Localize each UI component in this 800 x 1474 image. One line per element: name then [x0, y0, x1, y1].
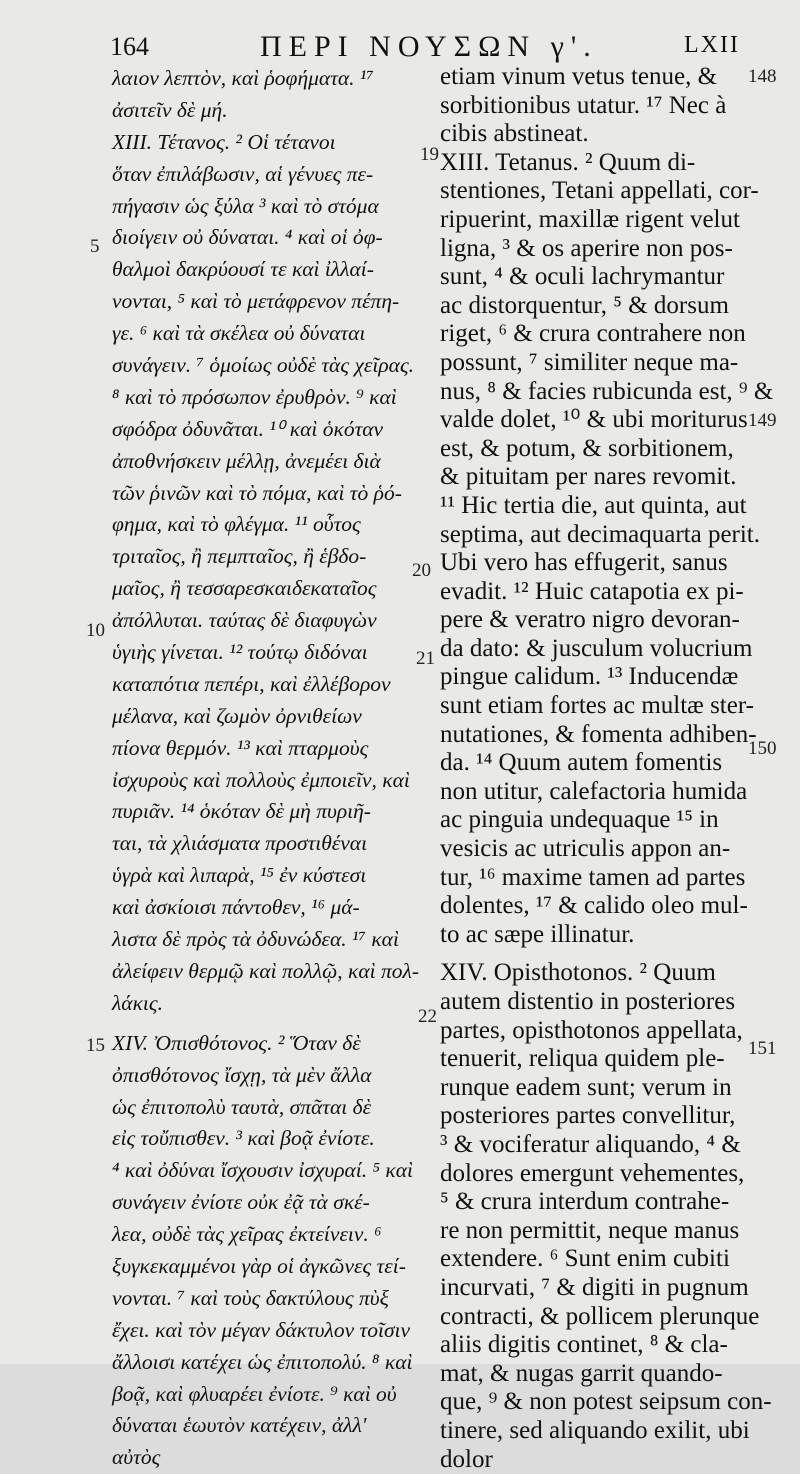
latin-text-line: etiam vinum vetus tenue, & [440, 63, 746, 92]
latin-text-line: da. ¹⁴ Quum autem fomentis [440, 749, 746, 778]
greek-text-line: ⁴ καὶ ὀδύναι ἴσχουσιν ἰσχυραί. ⁵ καὶ [112, 1155, 422, 1187]
margin-line-number: 5 [90, 236, 100, 258]
latin-paragraph [440, 959, 746, 1474]
margin-folio: 151 [748, 1038, 777, 1060]
latin-text-line: re non permittit, neque manus [440, 1217, 746, 1246]
greek-text-line: ὅταν ἐπιλάβωσιν, αἱ γένυες πε- [112, 159, 422, 191]
greek-text-line: καταπότια πεπέρι, καὶ ἐλλέβορον [112, 669, 422, 701]
running-title: ΠΕΡΙ ΝΟΥΣΩΝ γ'. [260, 30, 598, 64]
greek-text-line: νονται, ⁵ καὶ τὸ μετάφρενον πέπη- [112, 286, 422, 318]
latin-text-line: posteriores partes convellitur, [440, 1102, 746, 1131]
latin-text-line: valde dolet, ¹⁰ & ubi moriturus [440, 406, 746, 435]
greek-text-line: ἔχει. καὶ τὸν μέγαν δάκτυλον τοῖσιν [112, 1315, 422, 1347]
latin-text-line: que, ⁹ & non potest seipsum con- [440, 1388, 746, 1417]
greek-text-line: βοᾷ, καὶ φλυαρέει ἐνίοτε. ⁹ καὶ οὐ [112, 1379, 422, 1411]
latin-text-line: runque eadem sunt; verum in [440, 1074, 746, 1103]
margin-reference: 20 [412, 560, 431, 582]
greek-text-line: καὶ ἀσκίοισι πάντοθεν, ¹⁶ μά- [112, 892, 422, 924]
greek-text-line: ὀπισθότονος ἴσχῃ, τὰ μὲν ἄλλα [112, 1060, 422, 1092]
greek-text-line: ὑγιὴς γίνεται. ¹² τούτῳ διδόναι [112, 637, 422, 669]
greek-text-line: ὡς ἐπιτοπολὺ ταυτὰ, σπᾶται δὲ [112, 1092, 422, 1124]
greek-text-line: φημα, καὶ τὸ φλέγμα. ¹¹ οὗτος [112, 509, 422, 541]
latin-text-line: incurvati, ⁷ & digiti in pugnum [440, 1274, 746, 1303]
greek-text-line: ται, τὰ χλιάσματα προστιθέναι [112, 828, 422, 860]
latin-text-line: non utitur, calefactoria humida [440, 778, 746, 807]
latin-text-line: sorbitionibus utatur. ¹⁷ Nec à [440, 92, 746, 121]
greek-text-line: ἀλείφειν θερμῷ καὶ πολλῷ, καὶ πολ- [112, 956, 422, 988]
greek-text-line: δύναται ἑωυτὸν κατέχειν, ἀλλ' [112, 1410, 422, 1442]
greek-text-line: λαιον λεπτὸν, καὶ ῥοφήματα. ¹⁷ [112, 63, 422, 95]
latin-text-line: pingue calidum. ¹³ Inducendæ [440, 663, 746, 692]
latin-text-line: contracti, & pollicem plerunque [440, 1303, 746, 1332]
greek-text-line: λάκις. [112, 988, 422, 1020]
margin-reference: 22 [418, 1006, 437, 1028]
greek-text-line: ἄλλοισι κατέχει ὡς ἐπιτοπολύ. ⁸ καὶ [112, 1347, 422, 1379]
latin-text-line: ripuerint, maxillæ rigent velut [440, 206, 746, 235]
latin-text-line: & pituitam per nares revomit. [440, 463, 746, 492]
greek-text-line: πίονα θερμόν. ¹³ καὶ πταρμοὺς [112, 733, 422, 765]
latin-paragraph [440, 63, 746, 149]
greek-column [112, 63, 422, 1474]
latin-text-line: septima, aut decimaquarta perit. [440, 521, 746, 550]
greek-text-line: συνάγειν. ⁷ ὁμοίως οὐδὲ τὰς χεῖρας. [112, 350, 422, 382]
greek-text-line: νονται. ⁷ καὶ τοὺς δακτύλους πὺξ [112, 1283, 422, 1315]
latin-text-line: stentiones, Tetani appellati, cor- [440, 177, 746, 206]
latin-text-line: extendere. ⁶ Sunt enim cubiti [440, 1245, 746, 1274]
latin-text-line: partes, opisthotonos appellata, [440, 1017, 746, 1046]
latin-text-line: XIII. Tetanus. ² Quum di- [440, 149, 746, 178]
greek-text-line: γε. ⁶ καὶ τὰ σκέλεα οὐ δύναται [112, 318, 422, 350]
latin-text-line: nutationes, & fomenta adhiben- [440, 721, 746, 750]
greek-text-line: εἰς τοὔπισθεν. ³ καὶ βοᾷ ἐνίοτε. [112, 1123, 422, 1155]
latin-text-line: tinere, sed aliquando exilit, ubi [440, 1417, 746, 1446]
latin-text-line: to ac sæpe illinatur. [440, 921, 746, 950]
latin-text-line: Ubi vero has effugerit, sanus [440, 549, 746, 578]
greek-text-line: λεα, οὐδὲ τὰς χεῖρας ἐκτείνειν. ⁶ [112, 1219, 422, 1251]
page-number: 164 [110, 32, 149, 62]
greek-text-line: θαλμοὶ δακρύουσί τε καὶ ἰλλαί- [112, 254, 422, 286]
latin-text-line: riget, ⁶ & crura contrahere non [440, 320, 746, 349]
greek-text-line: συνάγειν ἐνίοτε οὐκ ἐᾷ τὰ σκέ- [112, 1187, 422, 1219]
latin-text-line: pere & veratro nigro devoran- [440, 606, 746, 635]
greek-paragraph [112, 1028, 422, 1474]
margin-folio: 148 [748, 66, 777, 88]
greek-text-line: ἀπόλλυται. ταύτας δὲ διαφυγὼν [112, 605, 422, 637]
latin-text-line: tenuerit, reliqua quidem ple- [440, 1045, 746, 1074]
latin-text-line: sunt etiam fortes ac multæ ster- [440, 692, 746, 721]
latin-text-line: tur, ¹⁶ maxime tamen ad partes [440, 864, 746, 893]
latin-text-line: ⁵ & crura interdum contrahe- [440, 1188, 746, 1217]
greek-text-line: αὐτὸς [112, 1442, 422, 1474]
greek-text-line: XIII. Τέτανος. ² Οἱ τέτανοι [112, 127, 422, 159]
latin-paragraph [440, 149, 746, 950]
latin-text-line: evadit. ¹² Huic catapotia ex pi- [440, 578, 746, 607]
greek-paragraph [112, 63, 422, 127]
greek-text-line: πήγασιν ὡς ξύλα ³ καὶ τὸ στόμα [112, 191, 422, 223]
greek-text-line: λιστα δὲ πρὸς τὰ ὀδυνώδεα. ¹⁷ καὶ [112, 924, 422, 956]
margin-reference: 21 [416, 648, 435, 670]
latin-text-line: ligna, ³ & os aperire non pos- [440, 235, 746, 264]
margin-line-number: 15 [86, 1035, 105, 1057]
latin-text-line: XIV. Opisthotonos. ² Quum [440, 959, 746, 988]
greek-text-line: ἀποθνήσκειν μέλλῃ, ἀνεμέει διὰ [112, 446, 422, 478]
latin-text-line: dolor [440, 1446, 746, 1474]
latin-text-line: da dato: & jusculum volucrium [440, 635, 746, 664]
greek-text-line: πυριᾶν. ¹⁴ ὁκόταν δὲ μὴ πυριῆ- [112, 796, 422, 828]
margin-reference: 19 [420, 144, 439, 166]
latin-text-line: dolores emergunt vehementes, [440, 1160, 746, 1189]
latin-text-line: ac pinguia undequaque ¹⁵ in [440, 806, 746, 835]
greek-text-line: ἰσχυροὺς καὶ πολλοὺς ἐμποιεῖν, καὶ [112, 765, 422, 797]
folio-number: LXII [684, 32, 740, 59]
latin-text-line: vesicis ac utriculis appon an- [440, 835, 746, 864]
latin-text-line: sunt, ⁴ & oculi lachrymantur [440, 263, 746, 292]
latin-text-line: ³ & vociferatur aliquando, ⁴ & [440, 1131, 746, 1160]
greek-text-line: ὑγρὰ καὶ λιπαρὰ, ¹⁵ ἐν κύστεσι [112, 860, 422, 892]
latin-text-line: autem distentio in posteriores [440, 988, 746, 1017]
latin-text-line: mat, & nugas garrit quando- [440, 1360, 746, 1389]
latin-text-line: dolentes, ¹⁷ & calido oleo mul- [440, 892, 746, 921]
latin-column [440, 63, 746, 1474]
latin-text-line: cibis abstineat. [440, 120, 746, 149]
margin-line-number: 10 [86, 620, 105, 642]
latin-text-line: ¹¹ Hic tertia die, aut quinta, aut [440, 492, 746, 521]
latin-text-line: ac distorquentur, ⁵ & dorsum [440, 292, 746, 321]
greek-text-line: τῶν ῥινῶν καὶ τὸ πόμα, καὶ τὸ ῥό- [112, 478, 422, 510]
latin-text-line: possunt, ⁷ similiter neque ma- [440, 349, 746, 378]
latin-text-line: nus, ⁸ & facies rubicunda est, ⁹ & [440, 378, 746, 407]
greek-text-line: τριταῖος, ἢ πεμπταῖος, ἢ ἑβδο- [112, 541, 422, 573]
latin-text-line: est, & potum, & sorbitionem, [440, 435, 746, 464]
greek-text-line: ἀσιτεῖν δὲ μή. [112, 95, 422, 127]
greek-text-line: ⁸ καὶ τὸ πρόσωπον ἐρυθρὸν. ⁹ καὶ [112, 382, 422, 414]
greek-text-line: ξυγκεκαμμένοι γὰρ οἱ ἀγκῶνες τεί- [112, 1251, 422, 1283]
greek-text-line: σφόδρα ὀδυνᾶται. ¹⁰ καὶ ὁκόταν [112, 414, 422, 446]
margin-folio: 150 [748, 738, 777, 760]
greek-text-line: διοίγειν οὐ δύναται. ⁴ καὶ οἱ ὀφ- [112, 222, 422, 254]
latin-text-line: aliis digitis continet, ⁸ & cla- [440, 1331, 746, 1360]
greek-paragraph [112, 127, 422, 1020]
greek-text-line: μέλανα, καὶ ζωμὸν ὀρνιθείων [112, 701, 422, 733]
page-header [110, 28, 740, 68]
greek-text-line: μαῖος, ἢ τεσσαρεσκαιδεκαταῖος [112, 573, 422, 605]
margin-folio: 149 [748, 410, 777, 432]
greek-text-line: XIV. Ὀπισθότονος. ² Ὅταν δὲ [112, 1028, 422, 1060]
